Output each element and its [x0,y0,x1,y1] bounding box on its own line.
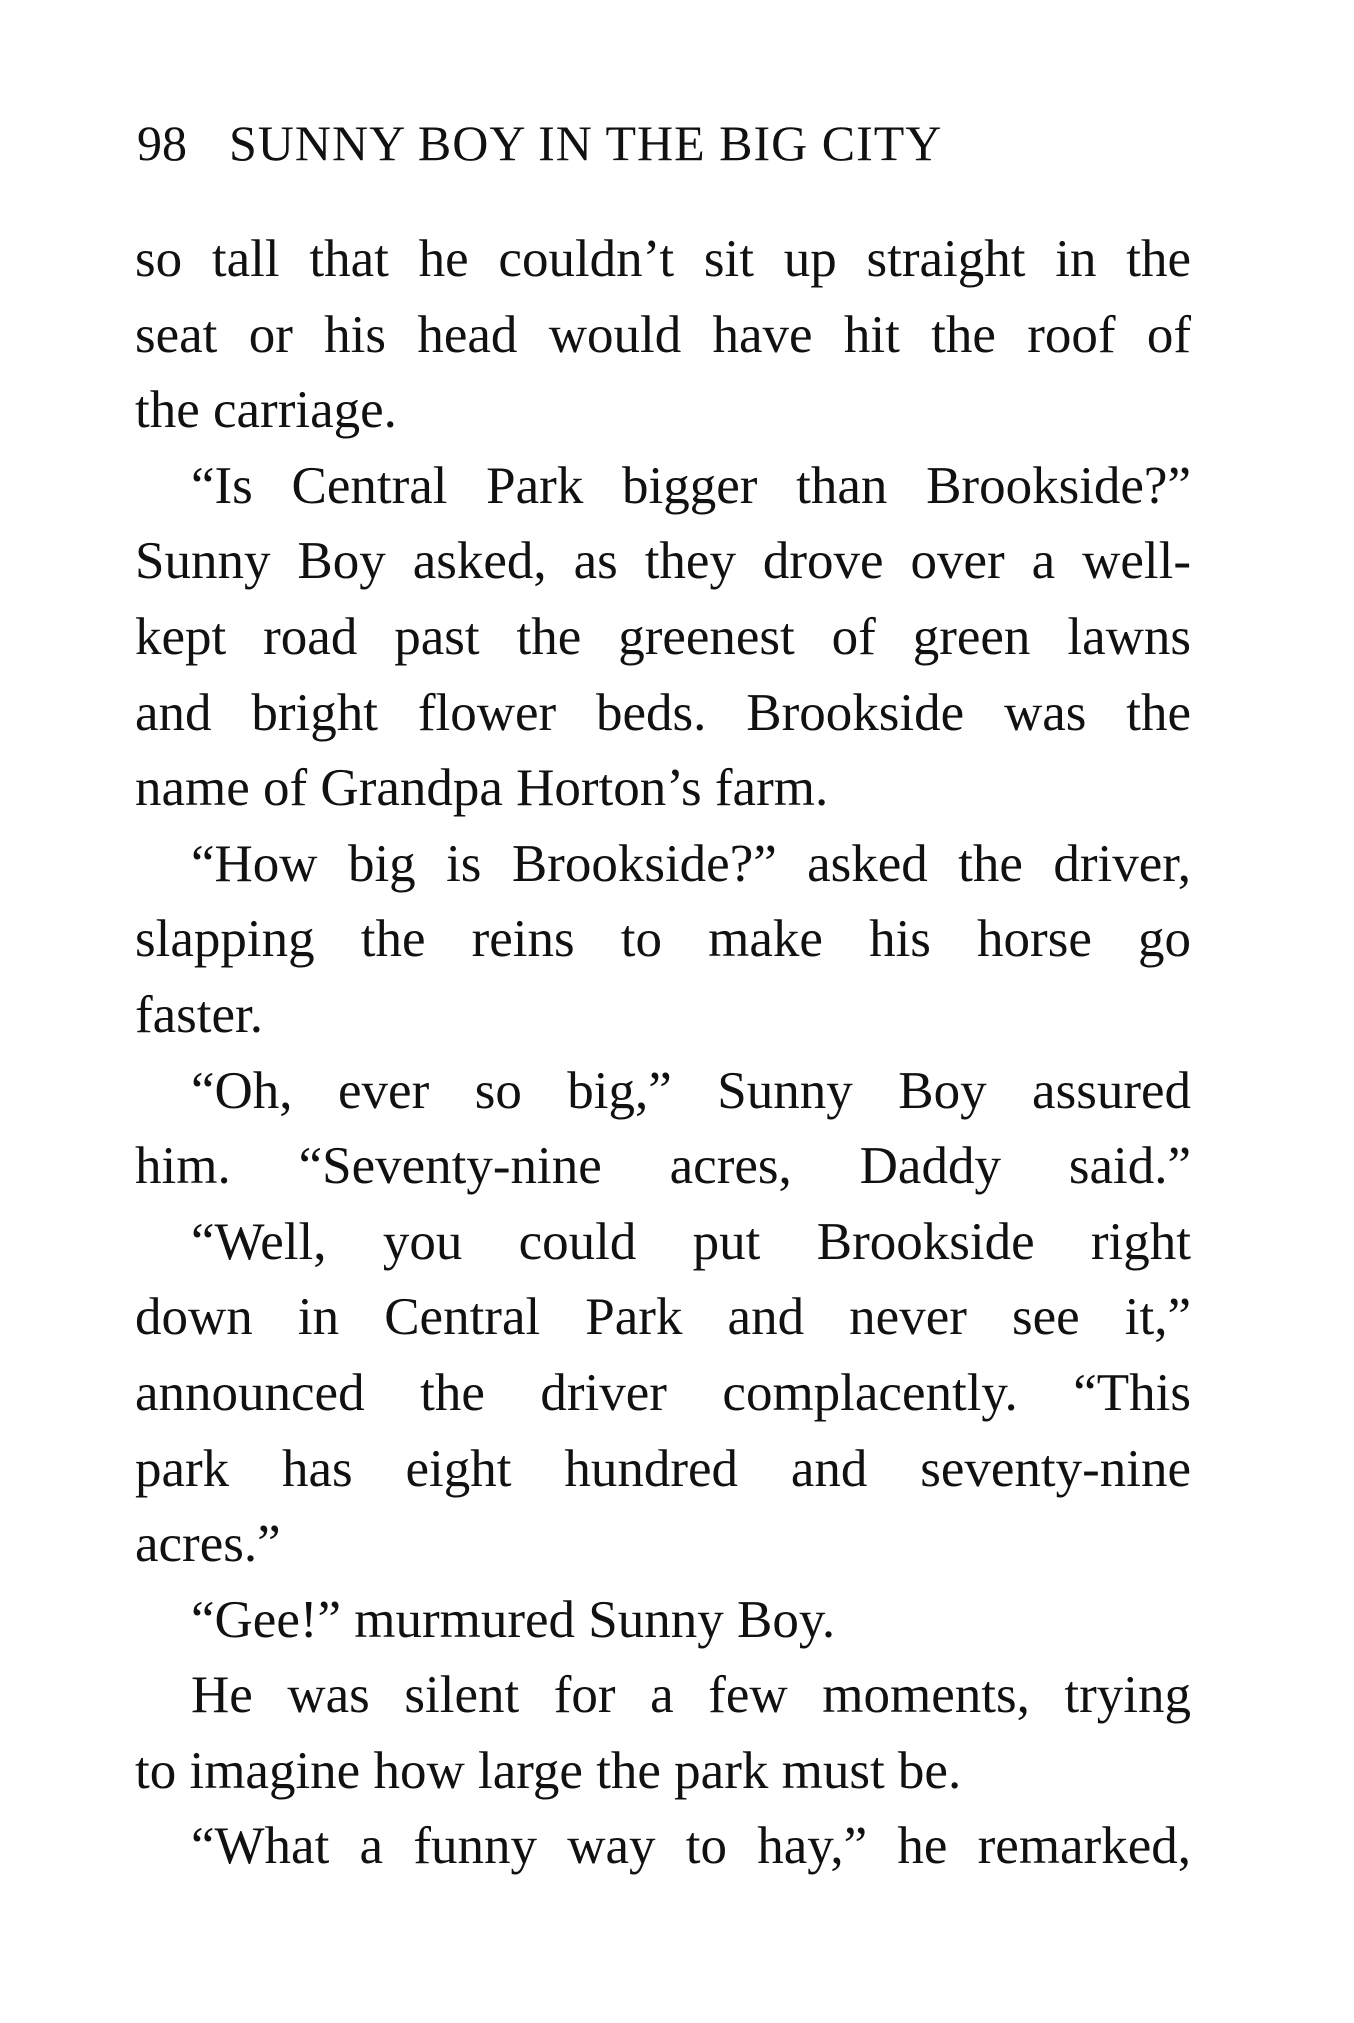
text-line: He was silent for a few moments, trying [191,1666,1191,1725]
text-line: park has eight hundred and seventy-nine [135,1439,1191,1498]
text-line: “What a funny way to hay,” he remarked, [191,1817,1191,1876]
text-line: “Well, you could put Brookside right [191,1212,1191,1271]
text-line: acres.” [135,1515,281,1574]
text-line: announced the driver complacently. “This [135,1363,1191,1422]
page-number: 98 [137,115,187,171]
text-line: “Is Central Park bigger than Brookside?” [191,456,1191,515]
text-line: down in Central Park and never see it,” [135,1288,1191,1347]
text-line: slapping the reins to make his horse go [135,910,1191,969]
text-line: so tall that he couldn’t sit up straight in the [135,230,1191,288]
text-line: “Oh, ever so big,” Sunny Boy assured [191,1061,1191,1120]
text-line: seat or his head would have hit the roof of [135,305,1191,364]
text-line: faster. [135,985,264,1044]
text-line: “Gee!” murmured Sunny Boy. [191,1590,836,1649]
text-line: the carriage. [135,381,397,440]
running-title: SUNNY BOY IN THE BIG CITY [229,115,943,171]
running-head [137,112,1082,174]
text-line: him. “Seventy-nine acres, Daddy said.” [135,1137,1191,1196]
text-line: name of Grandpa Horton’s farm. [135,759,829,818]
text-line: Sunny Boy asked, as they drove over a well- [135,532,1191,591]
text-line: “How big is Brookside?” asked the driver, [191,834,1191,893]
body-text [135,222,1191,1885]
text-line: to imagine how large the park must be. [135,1741,962,1800]
text-line: and bright flower beds. Brookside was the [135,683,1191,742]
text-line: kept road past the greenest of green lawns [135,607,1191,666]
